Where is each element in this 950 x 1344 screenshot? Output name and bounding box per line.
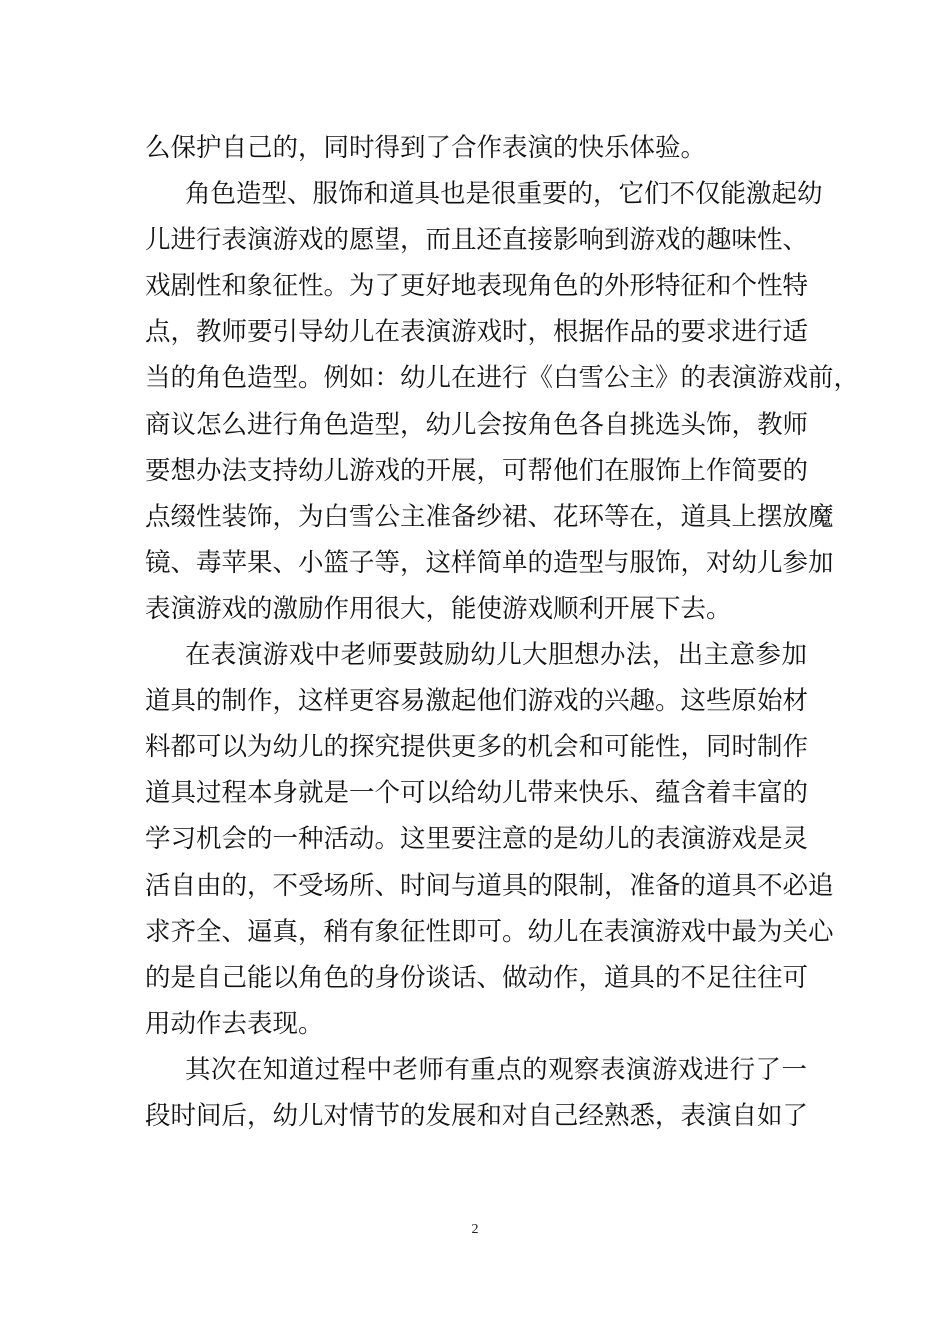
text-line: 点缀性装饰，为白雪公主准备纱裙、花环等在，道具上摆放魔 (145, 501, 834, 532)
text-line: 点，教师要引导幼儿在表演游戏时，根据作品的要求进行适 (145, 317, 809, 348)
text-line: 表演游戏的激励作用很大，能使游戏顺利开展下去。 (145, 593, 732, 624)
body-text (145, 125, 860, 1139)
text-line: 儿进行表演游戏的愿望，而且还直接影响到游戏的趣味性、 (145, 225, 809, 256)
text-line: 商议怎么进行角色造型，幼儿会按角色各自挑选头饰，教师 (145, 409, 809, 440)
text-line: 要想办法支持幼儿游戏的开展，可帮他们在服饰上作简要的 (145, 455, 809, 486)
text-line: 求齐全、逼真，稍有象征性即可。幼儿在表演游戏中最为关心 (145, 916, 834, 947)
text-line: 角色造型、服饰和道具也是很重要的，它们不仅能激起幼 (185, 179, 823, 210)
page-number: 2 (471, 1222, 479, 1237)
text-line: 当的角色造型。例如：幼儿在进行《白雪公主》的表演游戏前， (145, 363, 860, 394)
text-line: 料都可以为幼儿的探究提供更多的机会和可能性，同时制作 (145, 732, 809, 763)
text-line: 戏剧性和象征性。为了更好地表现角色的外形特征和个性特 (145, 271, 809, 302)
text-line: 其次在知道过程中老师有重点的观察表演游戏进行了一 (185, 1054, 807, 1085)
text-line: 用动作去表现。 (145, 1008, 324, 1039)
text-line: 么保护自己的，同时得到了合作表演的快乐体验。 (145, 133, 707, 163)
text-line: 的是自己能以角色的身份谈话、做动作，道具的不足往往可 (145, 962, 809, 993)
text-line: 镜、毒苹果、小篮子等，这样简单的造型与服饰，对幼儿参加 (145, 547, 834, 578)
text-line: 活自由的，不受场所、时间与道具的限制，准备的道具不必追 (145, 870, 834, 901)
text-line: 在表演游戏中老师要鼓励幼儿大胆想办法，出主意参加 (185, 640, 807, 671)
text-line: 道具的制作，这样更容易激起他们游戏的兴趣。这些原始材 (145, 686, 809, 717)
text-line: 段时间后，幼儿对情节的发展和对自己经熟悉，表演自如了 (145, 1100, 809, 1131)
text-line: 学习机会的一种活动。这里要注意的是幼儿的表演游戏是灵 (145, 824, 809, 855)
text-line: 道具过程本身就是一个可以给幼儿带来快乐、蕴含着丰富的 (145, 778, 809, 809)
